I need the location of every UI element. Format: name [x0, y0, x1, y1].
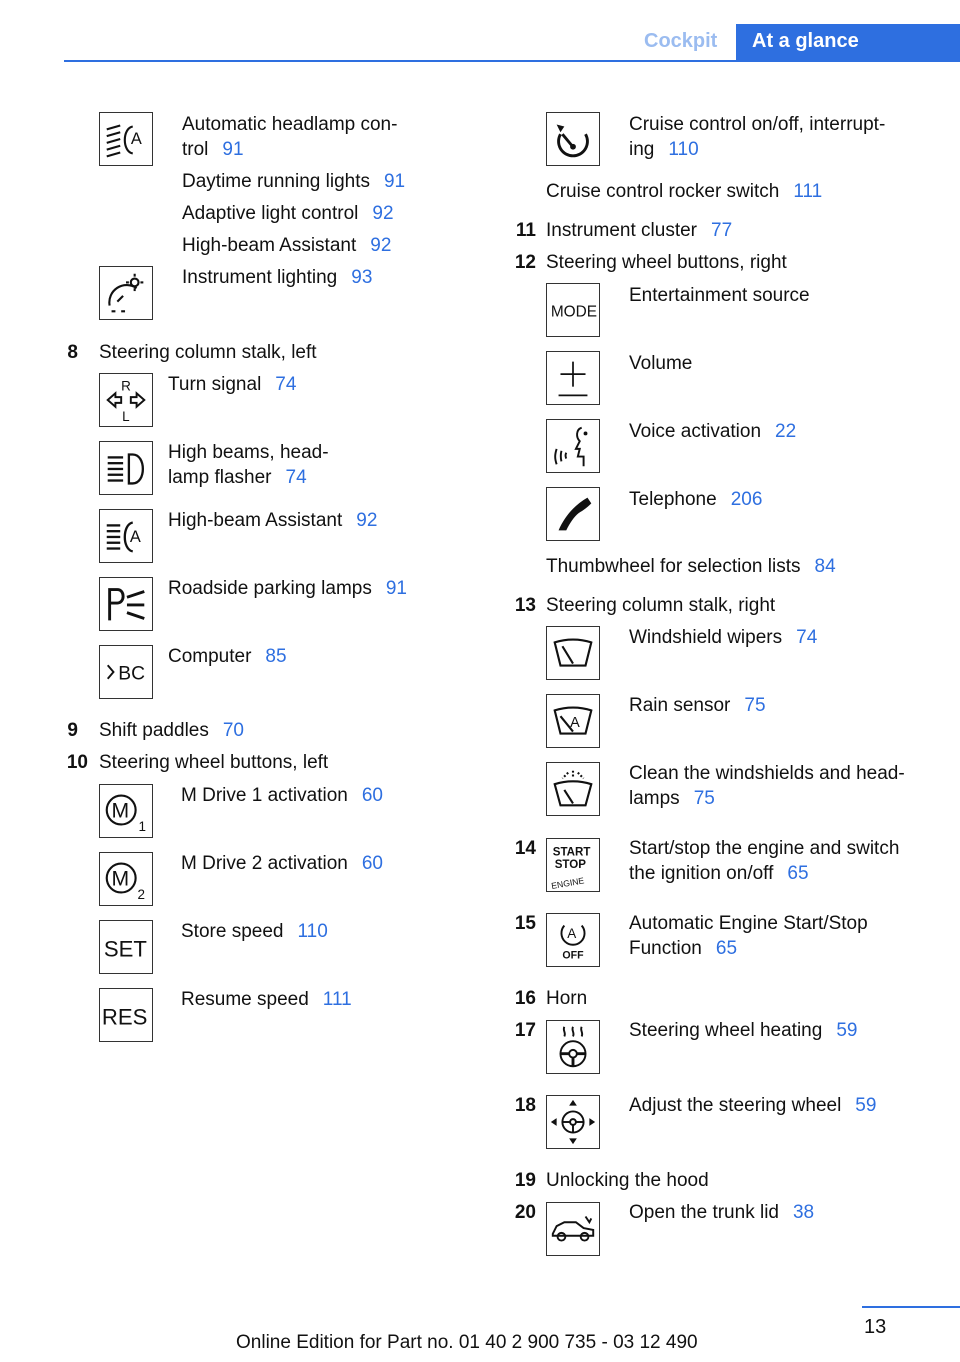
cruise-line1: Cruise control on/off, interrupt-	[629, 114, 886, 135]
header-tab-label: At a glance	[752, 30, 859, 52]
computer: Computer 85	[168, 646, 287, 667]
parking-lamps: Roadside parking lamps 91	[168, 578, 407, 599]
svg-text:STOP: STOP	[554, 858, 586, 871]
item-14-line1: Start/stop the engine and switch	[629, 838, 900, 859]
page-ref[interactable]: 92	[370, 235, 392, 256]
daytime-lights: Daytime running lights 91	[182, 171, 406, 192]
page-ref[interactable]: 84	[814, 556, 836, 577]
item-8-title: Steering column stalk, left	[99, 342, 317, 363]
page-ref[interactable]: 74	[275, 374, 297, 395]
svg-text:L: L	[122, 409, 130, 425]
windshield-wipers: Windshield wipers 74	[629, 627, 818, 648]
adaptive-light: Adaptive light control 92	[182, 203, 394, 224]
page-ref[interactable]: 111	[322, 989, 352, 1010]
entertainment-source: Entertainment source	[629, 285, 810, 306]
voice-activation: Voice activation 22	[629, 421, 797, 442]
page-ref[interactable]: 75	[693, 788, 715, 809]
volume-icon	[546, 351, 600, 405]
instrument-lighting-icon	[99, 266, 153, 320]
item-number: 15	[514, 913, 536, 934]
svg-text:MODE: MODE	[550, 303, 598, 321]
turn-signal: Turn signal 74	[168, 374, 297, 395]
edition-note: Online Edition for Part no. 01 40 2 900 735 - 03 12 490	[236, 1332, 698, 1353]
washer-icon	[546, 762, 600, 816]
item-11-title: Instrument cluster 77	[546, 220, 733, 241]
header-tab[interactable]	[736, 24, 960, 62]
page-ref[interactable]: 110	[668, 139, 699, 160]
svg-text:2: 2	[137, 887, 146, 903]
steering-adjust: Adjust the steering wheel 59	[629, 1095, 877, 1116]
svg-text:RES: RES	[101, 1004, 148, 1030]
page-ref[interactable]: 59	[855, 1095, 877, 1116]
item-number: 9	[67, 720, 78, 741]
item-15-line2: Function 65	[629, 938, 738, 959]
set-icon	[99, 920, 153, 974]
page-ref[interactable]: 74	[796, 627, 818, 648]
page-ref[interactable]: 70	[222, 720, 244, 741]
steering-heating: Steering wheel heating 59	[629, 1020, 858, 1041]
clean-line1: Clean the windshields and head-	[629, 763, 905, 784]
item-number: 14	[514, 838, 536, 859]
svg-text:M: M	[111, 799, 130, 823]
page-ref[interactable]: 93	[351, 267, 373, 288]
item-15-line1: Automatic Engine Start/Stop	[629, 913, 868, 934]
page-ref[interactable]: 111	[793, 181, 823, 202]
footer-rule	[862, 1306, 960, 1308]
m-drive-2: M Drive 2 activation 60	[181, 853, 383, 874]
turn-signal-icon	[99, 373, 153, 427]
item-number: 18	[514, 1095, 536, 1116]
resume-speed: Resume speed 111	[181, 989, 352, 1010]
page-ref[interactable]: 92	[356, 510, 378, 531]
page-ref[interactable]: 60	[361, 785, 383, 806]
svg-text:M: M	[111, 867, 130, 891]
steering-heating-icon	[546, 1020, 600, 1074]
page-ref[interactable]: 92	[372, 203, 394, 224]
rocker-switch: Cruise control rocker switch 111	[546, 181, 823, 202]
page-ref[interactable]: 85	[265, 646, 287, 667]
item-number: 17	[514, 1020, 536, 1041]
store-speed: Store speed 110	[181, 921, 328, 942]
auto-a-glyph: A	[130, 129, 142, 148]
rain-sensor: Rain sensor 75	[629, 695, 766, 716]
page-ref[interactable]: 206	[730, 489, 763, 510]
item-9-title: Shift paddles 70	[99, 720, 244, 741]
trunk-lid: Open the trunk lid 38	[629, 1202, 815, 1223]
high-beam-icon	[99, 441, 153, 495]
header-section[interactable]: Cockpit	[644, 30, 718, 52]
automatic-headlamp-icon	[99, 112, 153, 166]
svg-text:BC: BC	[118, 663, 146, 685]
page-ref[interactable]: 60	[361, 853, 383, 874]
high-beams-line2: lamp flasher 74	[168, 467, 307, 488]
steering-adjust-icon	[546, 1095, 600, 1149]
headlamp-auto-line1: Automatic headlamp con-	[182, 114, 398, 135]
svg-text:A: A	[129, 527, 141, 546]
m-drive-1: M Drive 1 activation 60	[181, 785, 383, 806]
page-ref[interactable]: 38	[792, 1202, 815, 1223]
page-ref[interactable]: 91	[222, 139, 244, 160]
svg-text:START: START	[552, 846, 591, 859]
page-ref[interactable]: 22	[775, 421, 797, 442]
telephone: Telephone 206	[629, 489, 763, 510]
item-12-title: Steering wheel buttons, right	[546, 252, 787, 273]
item-number: 16	[514, 988, 536, 1009]
computer-icon	[99, 645, 153, 699]
svg-text:SET: SET	[103, 936, 147, 962]
item-number: 8	[67, 342, 78, 363]
high-beam-assistant: High-beam Assistant 92	[182, 235, 392, 256]
svg-text:OFF: OFF	[562, 949, 584, 962]
high-beam-assistant-icon	[99, 509, 153, 563]
svg-text:A: A	[567, 926, 577, 942]
m-drive-1-icon	[99, 784, 153, 838]
voice-activation-icon	[546, 419, 600, 473]
item-16-title: Horn	[546, 988, 588, 1009]
svg-text:R: R	[121, 378, 131, 394]
item-number: 10	[66, 752, 88, 773]
high-beam-assistant-2: High-beam Assistant 92	[168, 510, 378, 531]
item-number: 11	[515, 220, 536, 241]
item-number: 12	[514, 252, 536, 273]
page-ref[interactable]: 75	[744, 695, 766, 716]
auto-start-stop-icon	[546, 913, 600, 967]
cruise-control-icon	[546, 112, 600, 166]
thumbwheel: Thumbwheel for selection lists 84	[546, 556, 836, 577]
volume: Volume	[629, 353, 693, 374]
start-stop-icon	[546, 838, 600, 892]
cruise-line2: ing 110	[629, 139, 699, 160]
res-icon	[99, 988, 153, 1042]
svg-text:1: 1	[138, 819, 147, 835]
item-14-line2: the ignition on/off 65	[629, 863, 809, 884]
page-ref[interactable]: 91	[383, 171, 406, 192]
instrument-lighting: Instrument lighting 93	[182, 267, 373, 288]
item-number: 20	[514, 1202, 536, 1223]
telephone-icon	[546, 487, 600, 541]
m-drive-2-icon	[99, 852, 153, 906]
page-number: 13	[864, 1316, 887, 1338]
page-ref[interactable]: 65	[787, 863, 809, 884]
svg-text:ENGINE: ENGINE	[550, 875, 585, 891]
item-number: 13	[514, 595, 536, 616]
page-ref[interactable]: 110	[297, 921, 328, 942]
item-10-title: Steering wheel buttons, left	[99, 752, 329, 773]
page-ref[interactable]: 65	[715, 938, 738, 959]
item-19-title: Unlocking the hood	[546, 1170, 709, 1191]
trunk-lid-icon	[546, 1202, 600, 1256]
headlamp-auto-line2: trol 91	[182, 139, 244, 160]
parking-lamps-icon	[99, 577, 153, 631]
item-13-title: Steering column stalk, right	[546, 595, 776, 616]
page-ref[interactable]: 91	[385, 578, 407, 599]
page-ref[interactable]: 59	[836, 1020, 858, 1041]
windshield-wipers-icon	[546, 626, 600, 680]
clean-line2: lamps 75	[629, 788, 715, 809]
rain-sensor-icon	[546, 694, 600, 748]
page-ref[interactable]: 74	[285, 467, 307, 488]
mode-icon	[546, 283, 600, 337]
svg-text:A: A	[570, 714, 580, 731]
high-beams-line1: High beams, head-	[168, 442, 329, 463]
item-number: 19	[514, 1170, 536, 1191]
page-ref[interactable]: 77	[711, 220, 733, 241]
